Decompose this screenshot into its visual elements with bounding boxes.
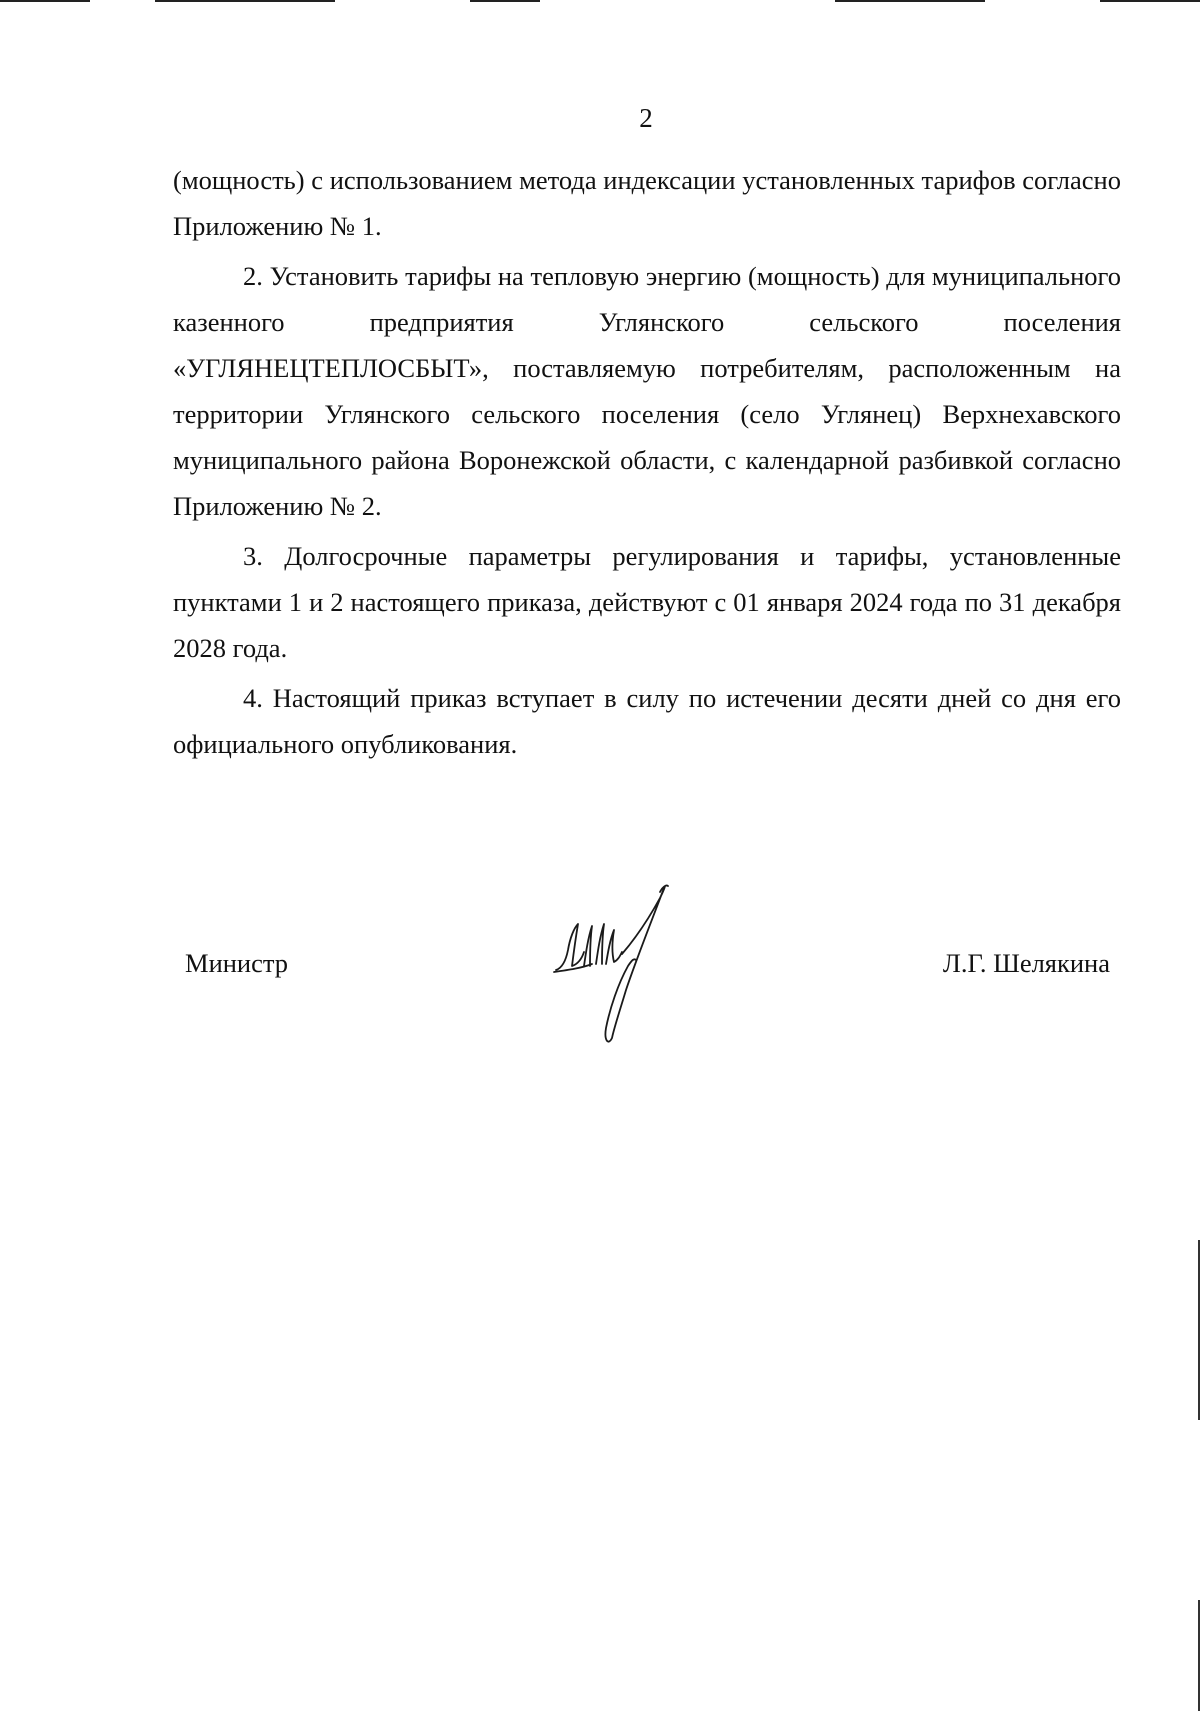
handwritten-signature [548, 880, 688, 1045]
paragraph-item-4: 4. Настоящий приказ вступает в силу по истечении десяти дней со дня его официального опубликования. [173, 683, 1121, 759]
paragraph-continuation: (мощность) с использованием метода индексации установленных тарифов согласно Приложению № 1. [173, 165, 1121, 241]
scan-artifact [470, 0, 540, 2]
paragraph-item-2: 2. Установить тарифы на тепловую энергию (мощность) для муниципального казенного предприятия Углянского сельского поселения «УГЛЯНЕЦТЕПЛОСБЫТ», поставляемую потребителям, расположенным на территории Углянского сельского поселения (село Углянец) Верхнехавского муниципального района Воронежской области, с календарной разбивкой согласно Приложению № 2. [173, 261, 1121, 521]
document-body [173, 157, 1121, 767]
paragraph-item-3: 3. Долгосрочные параметры регулирования и тарифы, установленные пунктами 1 и 2 настоящего приказа, действуют с 01 января 2024 года по 31 декабря 2028 года. [173, 541, 1121, 663]
page-number: 2 [639, 103, 653, 133]
signer-position: Министр [185, 948, 289, 978]
scan-artifact [1100, 0, 1200, 2]
scan-artifact [0, 0, 90, 2]
signer-name: Л.Г. Шелякина [942, 948, 1110, 978]
scan-artifact [835, 0, 985, 2]
scan-artifact [155, 0, 335, 2]
